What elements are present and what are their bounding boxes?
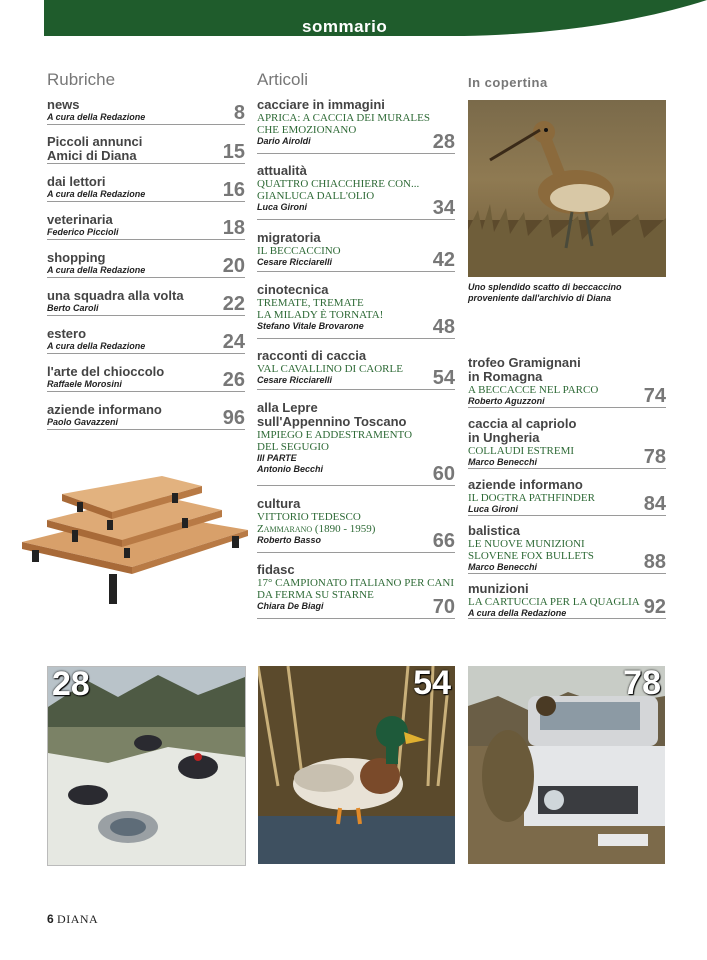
entry-title: LE NUOVE MUNIZIONI <box>468 538 585 550</box>
wooden-stand-illustration <box>12 472 252 612</box>
magazine-name: DIANA <box>57 912 99 926</box>
rubrica-entry[interactable] <box>47 251 245 278</box>
thumbnail-hunter-car[interactable] <box>468 666 665 864</box>
entry-category: caccia al capriolo <box>468 416 577 431</box>
cover-photo[interactable] <box>468 100 666 277</box>
entry-page: 88 <box>643 551 666 573</box>
entry-page: 92 <box>643 596 666 618</box>
entry-author: Raffaele Morosini <box>47 379 122 389</box>
entry-title: IMPIEGO E ADDESTRAMENTO <box>257 429 413 441</box>
entry-page: 16 <box>222 179 245 201</box>
entry-page: 42 <box>432 249 455 271</box>
entry-category: dai lettori <box>47 174 106 189</box>
rubrica-entry[interactable] <box>47 403 245 430</box>
cover-caption-line2: proveniente dall'archivio di Diana <box>468 293 612 303</box>
article-entry[interactable] <box>257 231 455 272</box>
entry-page: 70 <box>432 596 455 618</box>
entry-author: Luca Gironi <box>468 504 519 514</box>
entry-page: 54 <box>432 367 455 389</box>
entry-title: IL BECCACCINO <box>257 245 341 257</box>
entry-page: 18 <box>222 217 245 239</box>
rubrica-entry[interactable] <box>47 327 245 354</box>
entry-author: Marco Benecchi <box>468 562 538 572</box>
article-entry[interactable] <box>257 283 455 339</box>
entry-author: A cura della Redazione <box>47 189 146 199</box>
entry-category: shopping <box>47 250 106 265</box>
entry-page: 74 <box>643 385 666 407</box>
entry-title: COLLAUDI ESTREMI <box>468 445 575 457</box>
entry-author: Berto Caroli <box>47 303 99 313</box>
entry-category: balistica <box>468 523 521 538</box>
entry-author: Chiara De Biagi <box>257 601 324 611</box>
page-number: 6 <box>47 912 54 926</box>
entry-title: A BECCACCE NEL PARCO <box>468 384 599 396</box>
entry-title: IL DOGTRA PATHFINDER <box>468 492 595 504</box>
entry-author: Roberto Basso <box>257 535 322 545</box>
entry-category: una squadra alla volta <box>47 288 184 303</box>
article-entry[interactable] <box>257 164 455 220</box>
entry-author: Marco Benecchi <box>468 457 538 467</box>
rubrica-entry[interactable] <box>47 213 245 240</box>
entry-author: Cesare Ricciarelli <box>257 375 333 385</box>
entry-category: cacciare in immagini <box>257 97 385 112</box>
entry-author: Luca Gironi <box>257 202 308 212</box>
cover-entry[interactable] <box>468 524 666 574</box>
page-footer <box>47 912 98 927</box>
entry-title: VITTORIO TEDESCO <box>257 511 361 523</box>
entry-page: 48 <box>432 316 455 338</box>
entry-page: 96 <box>222 407 245 429</box>
entry-page: 15 <box>222 141 245 163</box>
entry-page: 28 <box>432 131 455 153</box>
entry-author: Stefano Vitale Brovarone <box>257 321 364 331</box>
article-entry[interactable] <box>257 563 455 619</box>
entry-author: Roberto Aguzzoni <box>468 396 545 406</box>
cover-caption-line1: Uno splendido scatto di beccaccino <box>468 282 622 292</box>
entry-page: 34 <box>432 197 455 219</box>
entry-title: QUATTRO CHIACCHIERE CON... <box>257 178 420 190</box>
entry-author: A cura della Redazione <box>47 341 146 351</box>
cover-entry[interactable] <box>468 478 666 516</box>
cover-caption <box>468 282 668 304</box>
entry-category: cultura <box>257 496 301 511</box>
rubrica-entry[interactable] <box>47 98 245 125</box>
entry-page: 22 <box>222 293 245 315</box>
entry-title-line2: LA MILADY È TORNATA! <box>257 309 384 321</box>
entry-category-line2: sull'Appennino Toscano <box>257 414 407 429</box>
entry-title-line2: GIANLUCA DALL'OLIO <box>257 190 375 202</box>
entry-author: Dario Airoldi <box>257 136 311 146</box>
page-title: sommario <box>302 17 388 36</box>
entry-category: munizioni <box>468 581 529 596</box>
entry-author: Antonio Becchi <box>257 464 324 474</box>
entry-page: 26 <box>222 369 245 391</box>
entry-title-line2: DA FERMA SU STARNE <box>257 589 374 601</box>
entry-category: veterinaria <box>47 212 113 227</box>
entry-category-line2: in Romagna <box>468 369 543 384</box>
copertina-heading: In copertina <box>468 75 548 90</box>
entry-title-line2: SLOVENE FOX BULLETS <box>468 550 594 562</box>
entry-category: aziende informano <box>47 402 162 417</box>
entry-page: 78 <box>643 446 666 468</box>
entry-category: news <box>47 97 80 112</box>
entry-page: 20 <box>222 255 245 277</box>
entry-category: migratoria <box>257 230 321 245</box>
rubrica-entry[interactable] <box>47 289 245 316</box>
entry-author: Cesare Ricciarelli <box>257 257 333 267</box>
entry-category: fidasc <box>257 562 295 577</box>
rubrica-entry[interactable] <box>47 135 245 164</box>
entry-category: trofeo Gramignani <box>468 355 581 370</box>
header-banner <box>44 0 707 36</box>
thumbnail-number: 54 <box>413 666 451 702</box>
entry-page: 84 <box>643 493 666 515</box>
article-entry[interactable] <box>257 98 455 154</box>
thumbnail-number: 28 <box>52 666 90 703</box>
thumbnail-murales[interactable] <box>47 666 246 866</box>
snipe-bird-image <box>468 100 666 277</box>
entry-title: VAL CAVALLINO DI CAORLE <box>257 363 403 375</box>
entry-page: 60 <box>432 463 455 485</box>
entry-author: A cura della Redazione <box>468 608 567 618</box>
entry-page: 8 <box>233 102 245 124</box>
rubrica-entry[interactable] <box>47 365 245 392</box>
entry-author: A cura della Redazione <box>47 112 146 122</box>
entry-title: 17° CAMPIONATO ITALIANO PER CANI <box>257 577 455 589</box>
entry-title-line2: CHE EMOZIONANO <box>257 124 357 136</box>
entry-category: racconti di caccia <box>257 348 367 363</box>
article-entry[interactable] <box>257 349 455 390</box>
cover-entry[interactable] <box>468 582 666 619</box>
entry-title: TREMATE, TREMATE <box>257 297 364 309</box>
entry-title: LA CARTUCCIA PER LA QUAGLIA <box>468 596 640 608</box>
article-entry[interactable] <box>257 401 455 486</box>
entry-page: 24 <box>222 331 245 353</box>
entry-category: Piccoli annunci <box>47 134 143 149</box>
entry-category: attualità <box>257 163 307 178</box>
entry-page: 66 <box>432 530 455 552</box>
rubrica-entry[interactable] <box>47 175 245 202</box>
thumbnail-duck[interactable] <box>258 666 455 864</box>
entry-author: Paolo Gavazzeni <box>47 417 119 427</box>
entry-title-line2: DEL SEGUGIO <box>257 441 329 453</box>
rubriche-heading: Rubriche <box>47 70 116 89</box>
articoli-heading: Articoli <box>257 70 309 89</box>
entry-title-line2: Zammarano (1890 - 1959) <box>257 523 376 535</box>
entry-part: III PARTE <box>257 453 297 463</box>
entry-category: estero <box>47 326 87 341</box>
entry-category: aziende informano <box>468 477 583 492</box>
cover-entry[interactable] <box>468 356 666 408</box>
entry-category: cinotecnica <box>257 282 329 297</box>
entry-title: APRICA: A CACCIA DEI MURALES <box>257 112 430 124</box>
entry-author: Federico Piccioli <box>47 227 119 237</box>
entry-category-line2: Amici di Diana <box>47 148 137 163</box>
entry-category: l'arte del chioccolo <box>47 364 165 379</box>
entry-author: A cura della Redazione <box>47 265 146 275</box>
article-entry[interactable] <box>257 497 455 553</box>
thumbnail-number: 78 <box>623 666 661 702</box>
entry-category-line2: in Ungheria <box>468 430 540 445</box>
entry-category: alla Lepre <box>257 400 318 415</box>
cover-entry[interactable] <box>468 417 666 469</box>
